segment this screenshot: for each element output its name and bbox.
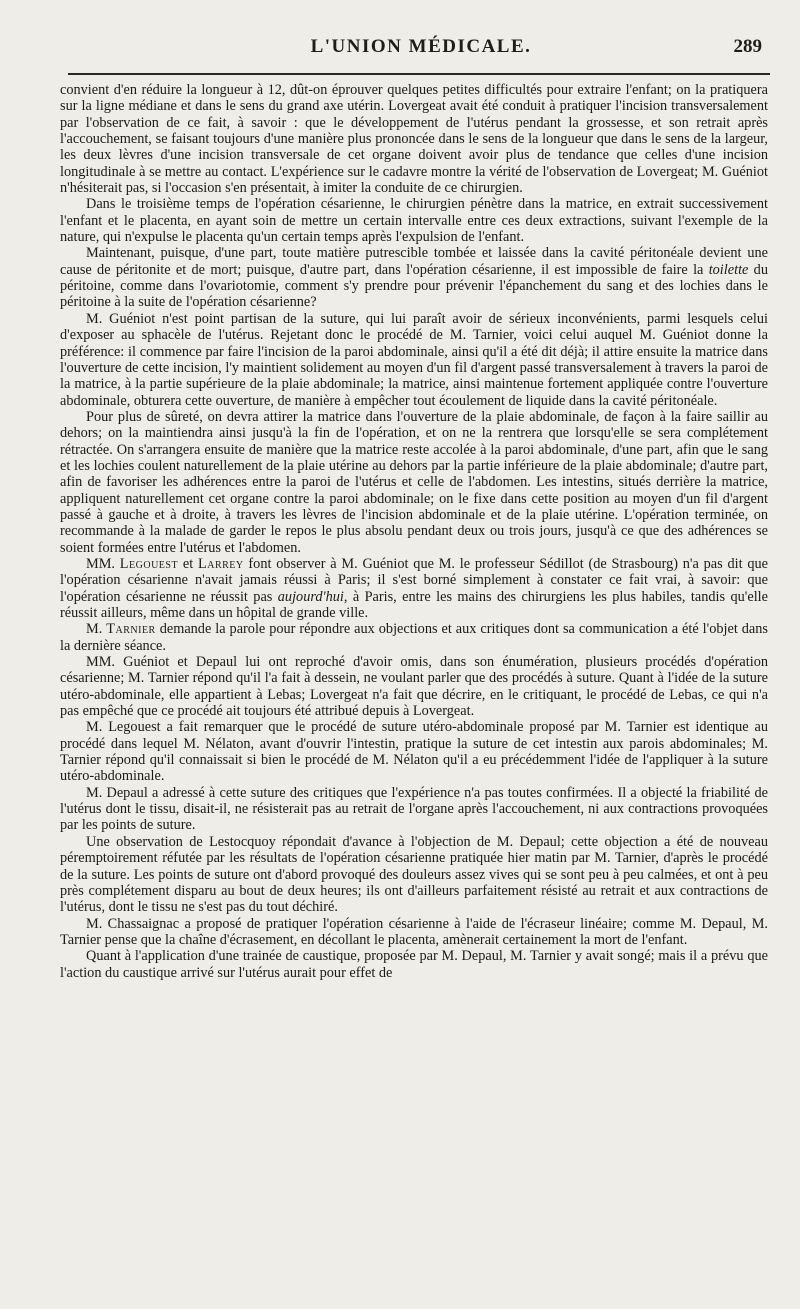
page-number: 289 — [733, 36, 762, 57]
article-body — [60, 82, 768, 981]
page-header — [72, 34, 770, 64]
paragraph: Quant à l'application d'une trainée de caustique, proposée par M. Depaul, M. Tarnier y avait songé; mais il a prévu que l'action du caustique arrivé sur l'utérus aurait pour effet de — [60, 948, 768, 981]
paragraph: Maintenant, puisque, d'une part, toute matière putrescible tombée et laissée dans la cavité péritonéale devient une cause de péritonite et de mort; puisque, d'autre part, dans l'opération césarienne, il est impossible de faire la toilette du péritoine, comme dans l'ovariotomie, comment s'y prendre pour prévenir l'épanchement du sang et des lochies dans le péritoine à la suite de l'opération césarienne? — [60, 245, 768, 311]
header-rule — [68, 73, 770, 75]
paragraph: M. Legouest a fait remarquer que le procédé de suture utéro-abdominale proposé par M. Tarnier est identique au procédé dans lequel M. Nélaton, avant d'ouvrir l'intestin, pratique la suture de cet intestin aux parois abdominales; M. Tarnier répond qu'il connaissait si bien le procédé de M. Nélaton qu'il a eu précédemment l'idée de l'appliquer à la suture utéro-abdominale. — [60, 719, 768, 785]
running-title: L'UNION MÉDICALE. — [310, 36, 532, 57]
paragraph: M. Guéniot n'est point partisan de la suture, qui lui paraît avoir de sérieux inconvénients, parmi lesquels celui d'exposer au sphacèle de l'utérus. Rejetant donc le procédé de M. Tarnier, voici celui auquel M. Guéniot donne la préférence: il commence par faire l'incision de la paroi abdominale, ainsi qu'il a été dit déjà; il attire ensuite la matrice dans l'ouverture de cette incision, l'y maintient solidement au moyen d'un fil d'argent passé transversalement à travers la paroi de la matrice, à la partie supérieure de la plaie abdominale; la matrice, ainsi maintenue fortement appliquée contre l'ouverture abdominale, obturera cette ouverture, de manière à empêcher tout écoulement de liquide dans la cavité péritonéale. — [60, 310, 768, 409]
paragraph: M. Chassaignac a proposé de pratiquer l'opération césarienne à l'aide de l'écraseur linéaire; comme M. Depaul, M. Tarnier pense que la chaîne d'écrasement, en décollant le placenta, amènerait certainement la mort de l'enfant. — [60, 915, 768, 948]
speaker-name: Tarnier — [106, 621, 156, 638]
paragraph: Dans le troisième temps de l'opération césarienne, le chirurgien pénètre dans la matrice, en extrait successivement l'enfant et le placenta, en ayant soin de mettre un certain intervalle entre ces deux extractions, suivant l'exemple de la nature, qui n'expulse le placenta qu'un certain temps après l'expulsion de l'enfant. — [60, 196, 768, 246]
paragraph: MM. Guéniot et Depaul lui ont reproché d'avoir omis, dans son énumération, plusieurs procédés d'opération césarienne; M. Tarnier répond qu'il l'a fait à dessein, ne voulant parler que des procédés à suture. Quant à l'idée de la suture utéro-abdominale, elle appartient à Lebas; Lovergeat n'a fait que décrire, en le critiquant, le procédé de Lebas, ce qui n'a pas empêché que ce procédé ait toujours été attribué depuis à Lovergeat. — [60, 654, 768, 720]
italic-term: aujourd'hui — [277, 588, 344, 605]
paragraph: Pour plus de sûreté, on devra attirer la matrice dans l'ouverture de la plaie abdominale, de façon à la faire saillir au dehors; on la maintiendra ainsi jusqu'à la fin de l'opération, et on ne la rentrera que lorsqu'elle se sera complétement rétractée. On s'arrangera ensuite de manière que la matrice reste accolée à la paroi abdominale, d'une part, afin que le sang et les lochies coulent naturellement de la plaie utérine au dehors par la partie inférieure de la plaie abdominale; d'autre part, afin de favoriser les adhérences entre la paroi de l'utérus et celle de l'abdomen. Les intestins, situés derrière la matrice, appliquent naturellement cet organe contre la paroi abdominale; on le fixe dans cette position au moyen d'un fil d'argent passé à gauche et à droite, à travers les lèvres de l'incision abdominale et de la plaie utérine. L'opération terminée, on recommande à la malade de garder le repos le plus absolu pendant deux ou trois jours, jusqu'à ce que des adhérences se soient formées entre l'utérus et l'abdomen. — [60, 408, 768, 556]
paragraph: M. Tarnier demande la parole pour répondre aux objections et aux critiques dont sa communication a été l'objet dans la dernière séance. — [60, 621, 768, 654]
paragraph: MM. Legouest et Larrey font observer à M. Guéniot que M. le professeur Sédillot (de Strasbourg) n'a pas dit que l'opération césarienne n'avait jamais réussi à Paris; il s'est borné simplement à constater ce fait vrai, à savoir: que l'opération césarienne ne réussit pas aujourd'hui, à Paris, entre les mains des chirurgiens les plus habiles, tandis qu'elle réussit ailleurs, même dans un hôpital de grande ville. — [60, 555, 769, 621]
paragraph: convient d'en réduire la longueur à 12, dût-on éprouver quelques petites difficultés pour extraire l'enfant; on la pratiquera sur la ligne médiane et dans le sens du grand axe utérin. Lovergeat avait été conduit à pratiquer l'incision transversalement par l'observation de ce fait, à savoir : que le développement de l'utérus pendant la grossesse, et son retrait après l'accouchement, se faisant toujours d'une manière plus prononcée dans le sens de la longueur que dans le sens de la largeur, les deux lèvres d'une incision transversale de cet organe doivent avoir plus de tendance que celles d'une incision longitudinale à se mettre au contact. L'expérience sur le cadavre montre la vérité de l'observation de Lovergeat; M. Guéniot n'hésiterait pas, si l'occasion s'en présentait, à imiter la conduite de ce chirurgien. — [60, 82, 768, 197]
speaker-name: Legouest — [119, 555, 179, 572]
paragraph: M. Depaul a adressé à cette suture des critiques que l'expérience n'a pas toutes confirmées. Il a objecté la friabilité de l'utérus dont le tissu, disait-il, ne résisterait pas au retrait de l'organe après l'accouchement, ni aux contractions provoquées par les points de suture. — [60, 784, 768, 834]
paragraph: Une observation de Lestocquoy répondait d'avance à l'objection de M. Depaul; cette objection a été de nouveau péremptoirement réfutée par les résultats de l'opération césarienne pratiquée hier matin par M. Tarnier, d'après le procédé de la suture. Les points de suture ont d'abord provoqué des douleurs assez vives qui se sont peu à peu calmées, et ont à peu près complétement disparu au bout de deux heures; ils ont d'ailleurs parfaitement résisté au retrait et aux contractions de l'utérus, dont le tissu ne s'est pas du tout déchiré. — [60, 833, 768, 916]
speaker-name: Larrey — [198, 555, 244, 572]
italic-term: toilette — [708, 261, 749, 278]
